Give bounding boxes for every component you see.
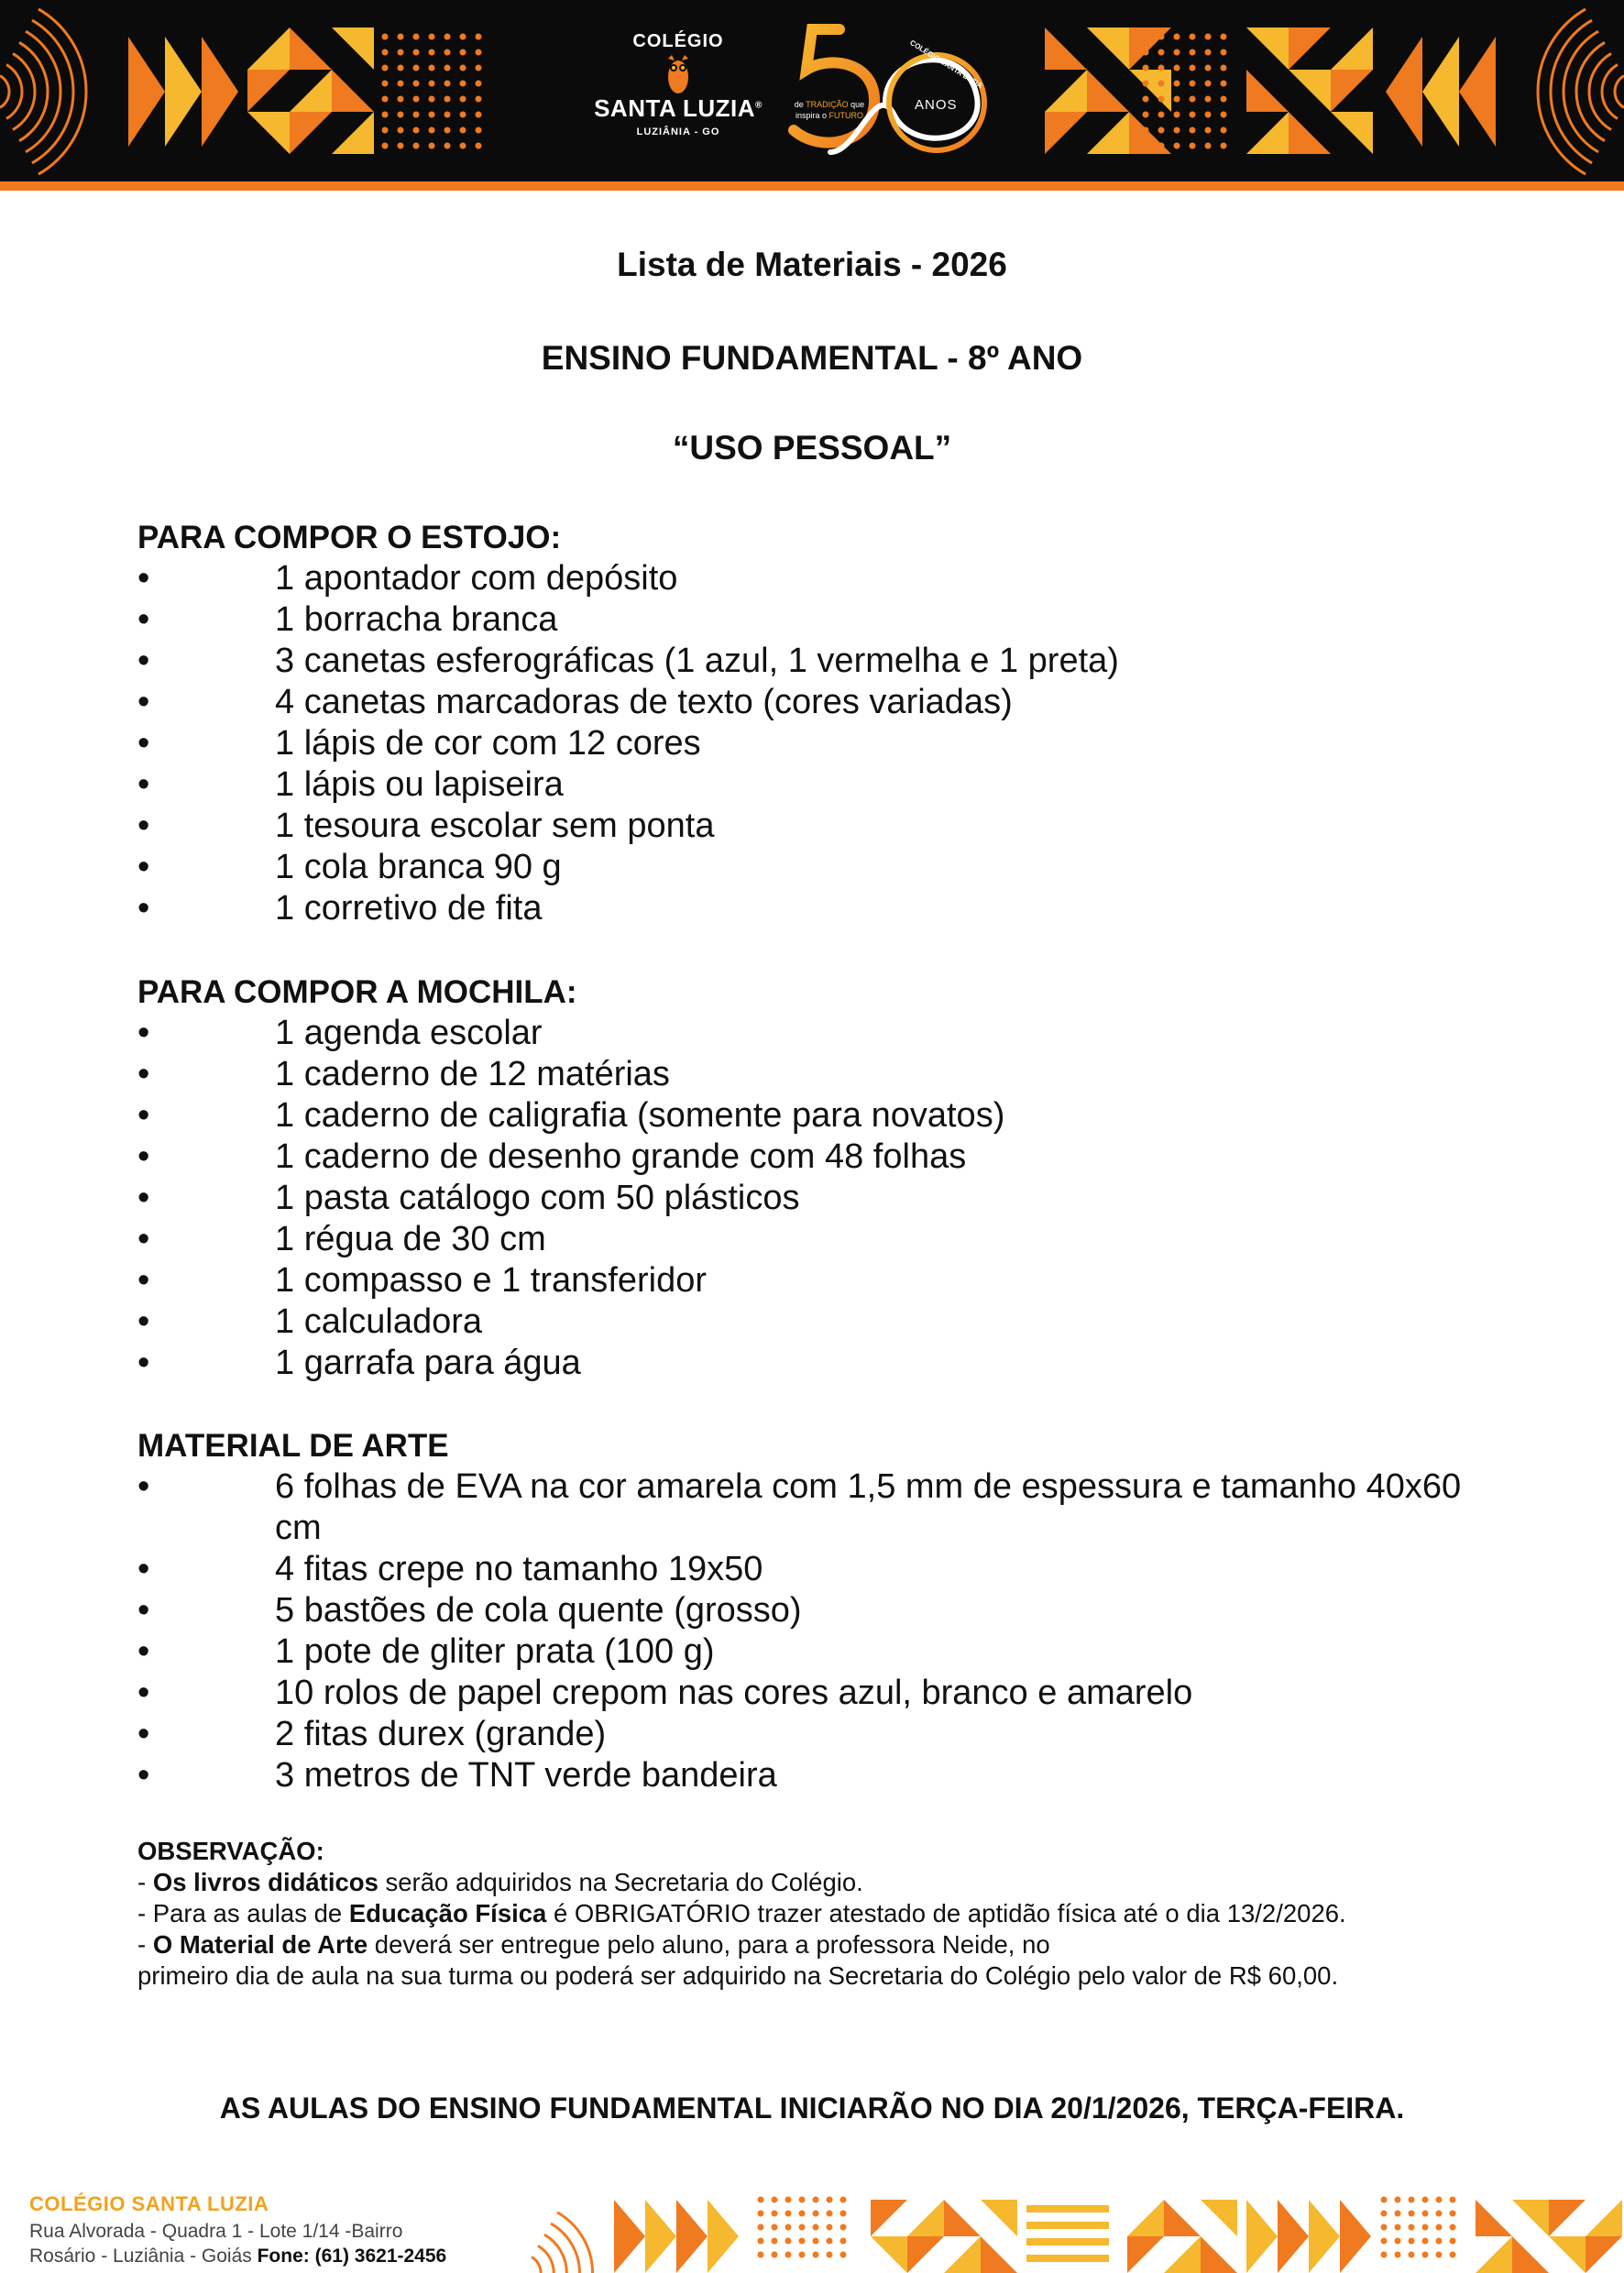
list-item (137, 1714, 1494, 1755)
list-item (137, 558, 1494, 599)
bullet-icon: • (137, 642, 150, 680)
document-title: Lista de Materiais - 2026 (617, 246, 1007, 283)
observation-line: - Os livros didáticos serão adquiridos na Secretaria do Colégio. (137, 1868, 863, 1896)
list-item (137, 1631, 1494, 1673)
bullet-icon: • (137, 1715, 150, 1753)
list-item-text: 1 lápis ou lapiseira (275, 765, 564, 804)
list-item (137, 888, 1494, 929)
section-estojo (137, 517, 1494, 929)
bullet-icon: • (137, 1137, 150, 1176)
observation-line: primeiro dia de aula na sua turma ou poderá ser adquirido na Secretaria do Colégio pelo valor de R$ 60,00. (137, 1961, 1339, 1990)
bullet-icon: • (137, 1344, 150, 1382)
list-item (137, 1260, 1494, 1301)
list-item-text: 1 pote de gliter prata (100 g) (275, 1632, 715, 1671)
final-note: AS AULAS DO ENSINO FUNDAMENTAL INICIARÃO NO DIA 20/1/2026, TERÇA-FEIRA. (219, 2092, 1405, 2125)
list-item-text: 10 rolos de papel crepom nas cores azul, branco e amarelo (275, 1674, 1193, 1712)
anniversary-arc-text: COLÉGIO SANTA LUZIA (908, 38, 984, 91)
decorative-pattern-footer (513, 2181, 1624, 2273)
list-item (137, 1301, 1494, 1343)
list-item (137, 764, 1494, 806)
footer-school-name: COLÉGIO SANTA LUZIA (29, 2192, 269, 2215)
list-item-text: 1 compasso e 1 transferidor (275, 1261, 708, 1300)
section-heading: PARA COMPOR A MOCHILA: (137, 974, 577, 1010)
list-item (137, 1343, 1494, 1384)
list-item (137, 1673, 1494, 1714)
list-item-text: 1 borracha branca (275, 600, 558, 639)
material-list (137, 558, 1494, 929)
list-item-text: 3 canetas esferográficas (1 azul, 1 vermelha e 1 preta) (275, 642, 1119, 680)
list-item-text: 1 cola branca 90 g (275, 848, 562, 886)
bullet-icon: • (137, 600, 150, 639)
list-item-text: 1 corretivo de fita (275, 889, 543, 928)
list-item (137, 847, 1494, 888)
anniversary-50-logo (775, 15, 1014, 170)
logo-city: LUZIÂNIA - GO (636, 126, 720, 137)
list-item (137, 682, 1494, 723)
anniversary-years-label: ANOS (915, 97, 958, 113)
bullet-icon: • (137, 1550, 150, 1588)
bullet-icon: • (137, 1096, 150, 1135)
list-item (137, 1013, 1494, 1054)
logo-school-name: SANTA LUZIA® (594, 94, 763, 122)
list-item-text: 1 caderno de desenho grande com 48 folhas (275, 1137, 967, 1176)
logo-arc-text: COLÉGIO (632, 31, 724, 51)
list-item-text: 3 metros de TNT verde bandeira (275, 1756, 777, 1795)
bullet-icon: • (137, 1055, 150, 1093)
list-item (137, 1466, 1494, 1549)
material-list (137, 1466, 1494, 1796)
footer-address-phone: Rosário - Luziânia - Goiás Fone: (61) 3621-2456 (29, 2246, 447, 2267)
owl-mascot-icon (665, 53, 691, 97)
bullet-icon: • (137, 1220, 150, 1258)
section-mochila (137, 972, 1494, 1384)
list-item-text: 1 pasta catálogo com 50 plásticos (275, 1179, 800, 1217)
header-banner (0, 0, 1624, 183)
header-stripe (0, 181, 1624, 191)
list-item (137, 1095, 1494, 1136)
list-item-text: 1 calculadora (275, 1302, 483, 1341)
list-item (137, 1755, 1494, 1796)
list-item-text: 1 tesoura escolar sem ponta (275, 807, 715, 845)
list-item-text: 4 fitas crepe no tamanho 19x50 (275, 1550, 763, 1588)
bullet-icon: • (137, 1302, 150, 1341)
bullet-icon: • (137, 1756, 150, 1795)
material-list (137, 1013, 1494, 1384)
observation-line: - O Material de Arte deverá ser entregue pelo aluno, para a professora Neide, no (137, 1930, 1050, 1959)
list-item (137, 806, 1494, 847)
bullet-icon: • (137, 1014, 150, 1052)
footer-phone: Fone: (61) 3621-2456 (257, 2246, 447, 2267)
observation-line: - Para as aulas de Educação Física é OBRIGATÓRIO trazer atestado de aptidão física até o dia 13/2/2026. (137, 1899, 1346, 1927)
bullet-icon: • (137, 559, 150, 598)
list-item-text: 5 bastões de cola quente (grosso) (275, 1591, 802, 1630)
bullet-icon: • (137, 1261, 150, 1300)
bullet-icon: • (137, 1467, 150, 1506)
section-heading: PARA COMPOR O ESTOJO: (137, 520, 562, 555)
list-item-text: 1 agenda escolar (275, 1014, 543, 1052)
observation-block (137, 1836, 1487, 1992)
list-item (137, 1590, 1494, 1631)
document-tagline: “USO PESSOAL” (672, 429, 952, 467)
observation-title: OBSERVAÇÃO: (137, 1837, 324, 1865)
anniversary-tagline: de TRADIÇÃO que inspira o FUTURO (794, 100, 865, 120)
section-arte (137, 1425, 1494, 1796)
school-logo (587, 16, 770, 163)
bullet-icon: • (137, 765, 150, 804)
bullet-icon: • (137, 683, 150, 721)
list-item-text: 1 lápis de cor com 12 cores (275, 724, 701, 763)
list-item-text: 1 apontador com depósito (275, 559, 678, 598)
list-item-text: 1 caderno de 12 matérias (275, 1055, 670, 1093)
list-item-text: 1 garrafa para água (275, 1344, 581, 1382)
list-item (137, 1054, 1494, 1095)
bullet-icon: • (137, 724, 150, 763)
bullet-icon: • (137, 807, 150, 845)
bullet-icon: • (137, 1674, 150, 1712)
fifty-years-mark (775, 15, 1014, 170)
list-item (137, 599, 1494, 641)
document-subtitle: ENSINO FUNDAMENTAL - 8º ANO (541, 339, 1083, 377)
section-heading: MATERIAL DE ARTE (137, 1428, 449, 1464)
bullet-icon: • (137, 889, 150, 928)
bullet-icon: • (137, 848, 150, 886)
bullet-icon: • (137, 1591, 150, 1630)
list-item-text: 4 canetas marcadoras de texto (cores variadas) (275, 683, 1013, 721)
list-item (137, 1549, 1494, 1590)
list-item (137, 1219, 1494, 1260)
bullet-icon: • (137, 1632, 150, 1671)
list-item-text: 2 fitas durex (grande) (275, 1715, 607, 1753)
list-item (137, 723, 1494, 764)
footer-address: Rua Alvorada - Quadra 1 - Lote 1/14 -Bairro (29, 2221, 403, 2242)
list-item-text: 1 régua de 30 cm (275, 1220, 546, 1258)
bullet-icon: • (137, 1179, 150, 1217)
list-item (137, 641, 1494, 682)
list-item (137, 1178, 1494, 1219)
list-item-text: 6 folhas de EVA na cor amarela com 1,5 mm de espessura e tamanho 40x60 cm (275, 1467, 1462, 1547)
list-item (137, 1136, 1494, 1178)
list-item-text: 1 caderno de caligrafia (somente para novatos) (275, 1096, 1005, 1135)
